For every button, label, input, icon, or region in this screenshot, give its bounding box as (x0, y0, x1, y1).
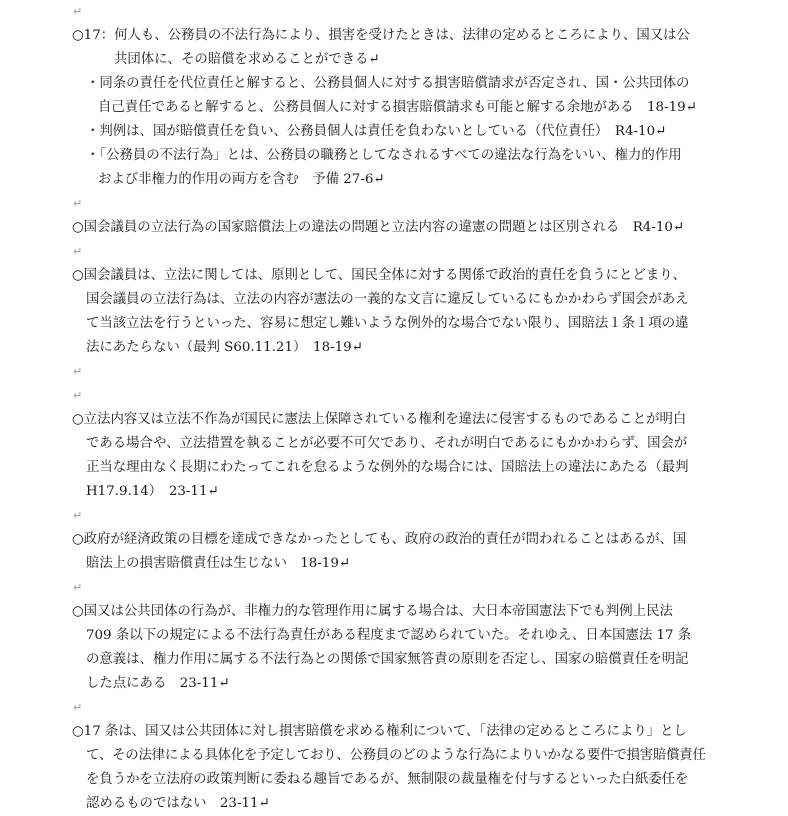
bullet-fuhou-koui-cont: および非権力的作用の両方を含む 予備 27-6↵ (98, 172, 385, 187)
paragraph-article-17-hakushi-cont: て、その法律による具体化を予定しており、公務員のどのような行為によりいかなる要件で損害賠償責任 (86, 748, 706, 763)
paragraph-rippou-fusakui-cont: 正当な理由なく長期にわたってこれを怠るような例外的な場合には、国賠法上の違法にあたる（最判 (86, 460, 689, 475)
bullet-daii-sekinin-cont: 自己責任であると解すると、公務員個人に対する損害賠償請求も可能と解する余地がある 18-19↵ (98, 100, 697, 115)
paragraph-hikenryoku-cont: の意義は、権力作用に属する不法行為との関係で国家無答責の原則を否定し、国家の賠償責任を明記 (86, 652, 689, 667)
paragraph-hikenryoku: ○国又は公共団体の行為が、非権力的な管理作用に属する場合は、大日本帝国憲法下でも判例上民法 (72, 604, 673, 619)
empty-paragraph: ↵ (73, 245, 83, 258)
empty-paragraph: ↵ (73, 197, 83, 210)
paragraph-hikenryoku-cont: した点にある 23-11↵ (86, 676, 230, 691)
paragraph-kubetsu: ○国会議員の立法行為の国家賠償法上の違法の問題と立法内容の違憲の問題とは区別される R4-10↵ (72, 220, 685, 235)
document-page (72, 0, 722, 816)
paragraph-keizai-seisaku: ○政府が経済政策の目標を達成できなかったとしても、政府の政治的責任が問われることはあるが、国 (72, 532, 687, 547)
bullet-daii-sekinin: ・同条の責任を代位責任と解すると、公務員個人に対する損害賠償請求が否定され、国・公共団体の (86, 76, 690, 91)
empty-paragraph: ↵ (73, 5, 83, 18)
article-17-text-cont: 共団体に、その賠償を求めることができる↵ (114, 52, 380, 67)
paragraph-article-17-hakushi-cont: 認めるものではない 23-11↵ (86, 796, 270, 811)
paragraph-kokkai-giin-cont: 法にあたらない（最判 S60.11.21） 18-19↵ (86, 340, 363, 355)
paragraph-rippou-fusakui-cont: H17.9.14） 23-11↵ (86, 484, 219, 499)
bullet-hanrei: ・判例は、国が賠償責任を負い、公務員個人は責任を負わないとしている（代位責任） R4-10↵ (86, 124, 667, 139)
paragraph-article-17-hakushi: ○17 条は、国又は公共団体に対し損害賠償を求める権利について、「法律の定めるところにより」とし (72, 724, 687, 739)
paragraph-kokkai-giin: ○国会議員は、立法に関しては、原則として、国民全体に対する関係で政治的責任を負うにとどまり、 (72, 268, 686, 283)
paragraph-article-17-hakushi-cont: を負うかを立法府の政策判断に委ねる趣旨であるが、無制限の裁量権を付与するといった白紙委任を (86, 772, 689, 787)
empty-paragraph: ↵ (73, 365, 83, 378)
empty-paragraph: ↵ (73, 389, 83, 402)
paragraph-rippou-fusakui: ○立法内容又は立法不作為が国民に憲法上保障されている権利を違法に侵害するものであることが明白 (72, 412, 687, 427)
paragraph-rippou-fusakui-cont: である場合や、立法措置を執ることが必要不可欠であり、それが明白であるにもかかわらず、国会が (86, 436, 688, 451)
article-17-text: ○17：何人も、公務員の不法行為により、損害を受けたときは、法律の定めるところにより、国又は公 (72, 28, 690, 43)
empty-paragraph: ↵ (73, 581, 83, 594)
paragraph-kokkai-giin-cont: て当該立法を行うといった、容易に想定し難いような例外的な場合でない限り、国賠法１条１項の違 (86, 316, 689, 331)
paragraph-hikenryoku-cont: 709 条以下の規定による不法行為責任がある程度まで認められていた。それゆえ、日本国憲法 17 条 (86, 628, 692, 643)
paragraph-keizai-seisaku-cont: 賠法上の損害賠償責任は生じない 18-19↵ (86, 556, 351, 571)
paragraph-kokkai-giin-cont: 国会議員の立法行為は、立法の内容が憲法の一義的な文言に違反しているにもかかわらず国会があえ (86, 292, 689, 307)
empty-paragraph: ↵ (73, 509, 83, 522)
bullet-fuhou-koui: ・「公務員の不法行為」とは、公務員の職務としてなされるすべての違法な行為をいい、権力的作用 (86, 148, 682, 163)
empty-paragraph: ↵ (73, 701, 83, 714)
